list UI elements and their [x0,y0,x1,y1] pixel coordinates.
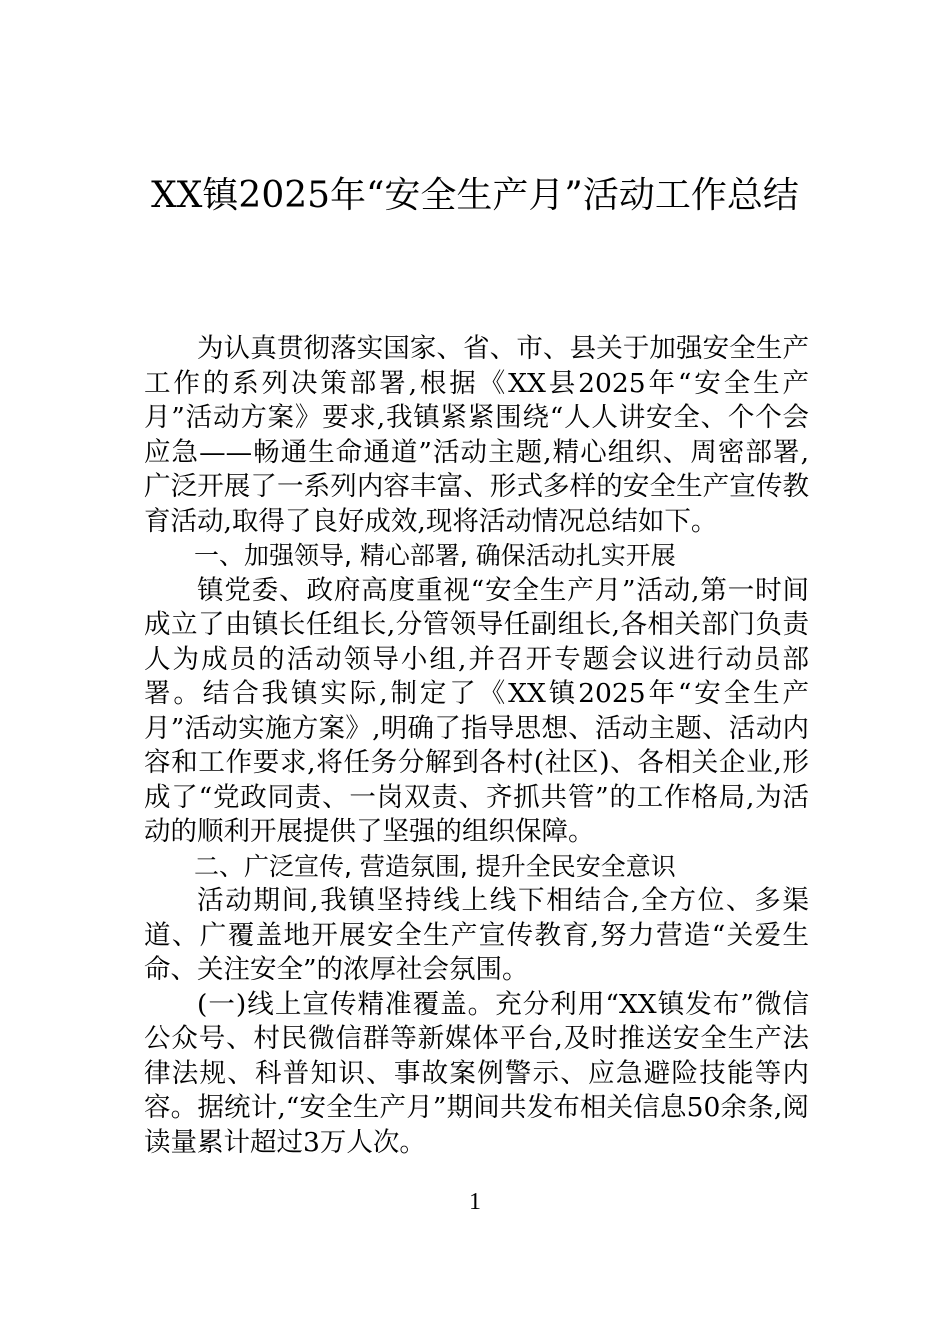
intro-paragraph: 为认真贯彻落实国家、省、市、县关于加强安全生产工作的系列决策部署,根据《XX县2025年“安全生产月”活动方案》要求,我镇紧紧围绕“人人讲安全、个个会应急——畅通生命通道”活动主题,精心组织、周密部署,广泛开展了一系列内容丰富、形式多样的安全生产宣传教育活动,取得了良好成效,现将活动情况总结如下。 [144,333,809,537]
section-heading-2: 二、广泛宣传, 营造氛围, 提升全民安全意识 [194,851,676,881]
section-heading-1: 一、加强领导, 精心部署, 确保活动扎实开展 [194,541,676,570]
subsection-1-paragraph: (一)线上宣传精准覆盖。充分利用“XX镇发布”微信公众号、村民微信群等新媒体平台,及时推送安全生产法律法规、科普知识、事故案例警示、应急避险技能等内容。据统计,“安全生产月”期间共发布相关信息50余条,阅读量累计超过3万人次。 [144,988,809,1158]
section-2-paragraph: 活动期间,我镇坚持线上线下相结合,全方位、多渠道、广覆盖地开展安全生产宣传教育,努力营造“关爱生命、关注安全”的浓厚社会氛围。 [144,885,809,985]
document-title: XX镇2025年“安全生产月”活动工作总结 [151,175,799,216]
page-number: 1 [469,1189,481,1215]
section-1-paragraph: 镇党委、政府高度重视“安全生产月”活动,第一时间成立了由镇长任组长,分管领导任副组长,各相关部门负责人为成员的活动领导小组,并召开专题会议进行动员部署。结合我镇实际,制定了《XX镇2025年“安全生产月”活动实施方案》,明确了指导思想、活动主题、活动内容和工作要求,将任务分解到各村(社区)、各相关企业,形成了“党政同责、一岗双责、齐抓共管”的工作格局,为活动的顺利开展提供了坚强的组织保障。 [144,574,809,847]
document-body [144,332,809,1160]
